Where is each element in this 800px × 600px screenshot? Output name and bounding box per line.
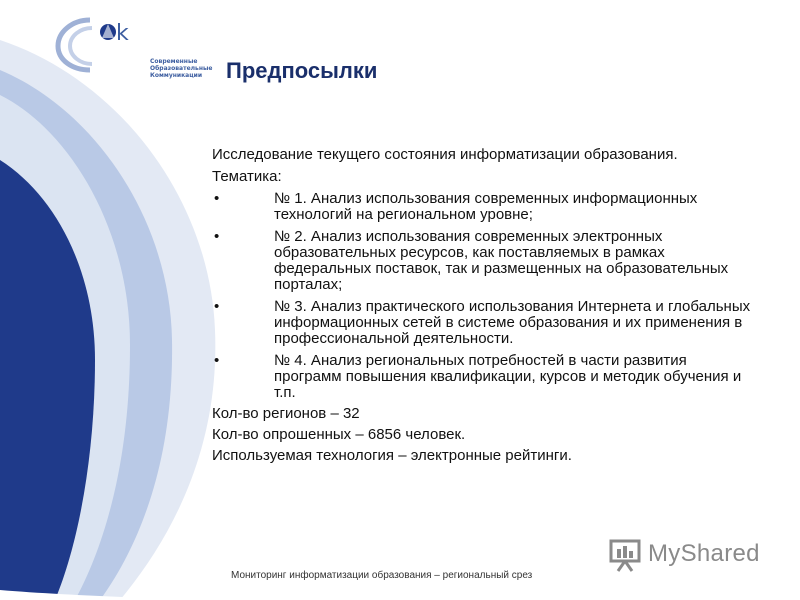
intro-text: Исследование текущего состояния информатизации образования. [212, 146, 678, 163]
list-item [212, 229, 752, 293]
logo-line-3: Коммуникации [150, 72, 203, 79]
topic-text: № 1. Анализ использования современных информационных технологий на региональном уровне; [274, 190, 698, 223]
svg-text:k: k [116, 21, 129, 46]
bullet-icon: • [214, 352, 220, 369]
topics-label: Тематика: [212, 168, 282, 185]
stat-respondents: Кол-во опрошенных – 6856 человек. [212, 426, 466, 443]
bullet-icon: • [214, 228, 220, 245]
stat-technology: Используемая технология – электронные рейтинги. [212, 447, 572, 464]
presentation-board-icon [608, 538, 644, 572]
topic-text: № 4. Анализ региональных потребностей в части развития программ повышения квалификации, курсов и методик обучения и т.п. [274, 352, 742, 401]
topic-text: № 2. Анализ использования современных электронных образовательных ресурсов, как поставляемых в рамках федеральных поставок, так и размещенных на образовательных порталах; [274, 228, 729, 293]
list-item [212, 299, 752, 347]
logo-line-1: Современные [150, 58, 198, 65]
watermark-text: MyShared [648, 540, 760, 567]
bullet-icon: • [214, 190, 220, 207]
stat-regions: Кол-во регионов – 32 [212, 405, 360, 422]
bullet-icon: • [214, 298, 220, 315]
slide-body [212, 147, 752, 464]
slide-title: Предпосылки [226, 58, 378, 83]
list-item [212, 191, 752, 223]
logo-caption [150, 58, 212, 79]
watermark [608, 538, 768, 574]
slide-footer: Мониторинг информатизации образования – региональный срез [231, 570, 533, 581]
logo-line-2: Образовательные [150, 65, 213, 72]
list-item [212, 353, 752, 401]
topic-text: № 3. Анализ практического использования Интернета и глобальных информационных сетей в системе образования и их применения в профессиональной деятельности. [274, 298, 751, 347]
company-logo [52, 14, 213, 79]
